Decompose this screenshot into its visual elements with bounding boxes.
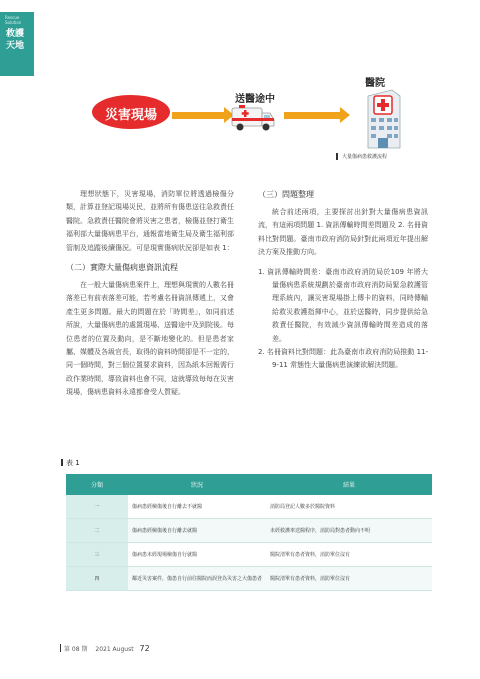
table-cell: 傷病患經檢傷後自行離去就醫 <box>128 519 266 543</box>
table-header: 結果 <box>266 474 432 495</box>
disaster-scene-bubble <box>92 95 170 129</box>
intro-paragraph: 統合前述兩項，主要探討出針對大量傷病患資訊流，有這兩項問題 1. 資訊傳輸時間差問題及 2. 名冊資料比對問題。臺南市政府消防局針對此兩項近年提出解決方案及推動方向。 <box>258 208 428 257</box>
table-header: 分類 <box>66 474 128 495</box>
table-row <box>66 519 432 543</box>
list-item: 2. 名冊資料比對問題：此為臺南市政府消防局推動 11-9-11 常態性大量傷病患演練欲解決問題。 <box>258 348 428 370</box>
intro-paragraph: 理想狀態下，災害現場，消防單位將透過檢傷分類，計算並登記現場災民，並將所有傷患送往急救責任醫院。急救責任醫院會將災害之患者，檢傷並登打衛生福利部大量傷病患平台，通報當地衛生局及衛生福利部管制及追蹤後續傷況。可是現實傷病狀況卻是如表 1： <box>66 190 234 252</box>
table-cell: 醫院清單有患者資料，消防單位沒有 <box>266 543 432 567</box>
table-cell: 傷病患未經現場檢傷自行就醫 <box>128 543 266 567</box>
table-cell: 三 <box>66 543 128 567</box>
table-cell: 消防局登記人數多於醫院資料 <box>266 495 432 519</box>
issue-number: 第 08 期 <box>64 646 88 653</box>
arrow-icon <box>284 112 340 119</box>
body-paragraph: 在一般大量傷病患案件上，理想與現實的人數名冊落差已有前表落差可能，若考慮名冊資訊傳遞上，又會產生更多問題。最大的問題在於「時間差」，如同前述所說，大量傷病患的處置現場、送醫途中及到院後。每位患者的位置及動向，是不斷地變化的。但是患者家屬、媒體及各級官長，取得的資料時間卻是不一定的，同一個時間，對三個位置要求資料，因為紙本回報需行政作業時間，導致資料也會不同，這就導致每每在災害現場，傷病患資料永遠都會受人質疑。 <box>66 281 234 397</box>
table-cell: 醫院清單有患者資料，消防單位沒有 <box>266 567 432 591</box>
right-column <box>258 188 428 373</box>
table-title: 表 1 <box>66 459 80 467</box>
table-header: 狀況 <box>128 474 266 495</box>
table-header-row <box>66 474 432 495</box>
issue-list <box>258 266 428 373</box>
list-item: 1. 資訊傳輸時間差：臺南市政府消防局於109 年將大量傷病患系統規劃於臺南市政府消防局緊急救護管理系統內，讓災害現場掛上傳卡的資料，同時傳輸給救災救護指揮中心，並於送醫時，同步提供給急救責任醫院，有效減少資訊傳輸時間差造成的落差。 <box>258 267 428 343</box>
arrow-icon <box>172 112 224 119</box>
page-number: 72 <box>139 644 150 653</box>
section-tab <box>0 12 34 76</box>
table-row <box>66 495 432 519</box>
section-heading: （二）實際大量傷病患資訊流程 <box>66 263 178 273</box>
issue-date: 2021 August <box>95 646 134 653</box>
table-cell: 鄰近災害案件，傷患自行前往醫院而誤登為災害之大傷患者 <box>128 567 266 591</box>
table-row <box>66 543 432 567</box>
table-cell: 四 <box>66 567 128 591</box>
ambulance-icon <box>231 105 275 131</box>
section-heading: （三）問題整理 <box>258 190 314 199</box>
disaster-scene-label: 災害現場 <box>104 108 157 123</box>
section-tab-en: Rescue Solution <box>5 15 22 25</box>
hospital-label: 醫院 <box>365 78 385 89</box>
data-table <box>66 474 432 591</box>
section-tab-zh <box>6 28 24 52</box>
page-footer <box>64 644 150 653</box>
table-cell: 一 <box>66 495 128 519</box>
section-tab-zh-1: 救護 <box>6 29 25 39</box>
table-cell: 二 <box>66 519 128 543</box>
table-cell: 未經救護車送醫程序，消防局對患者動向不明 <box>266 519 432 543</box>
transport-label: 送醫途中 <box>235 94 275 105</box>
section-tab-zh-2: 天地 <box>6 41 25 51</box>
table-cell: 傷病患經檢傷後自行離去不就醫 <box>128 495 266 519</box>
figure-caption: 大量傷病患救護流程 <box>342 154 388 160</box>
left-column <box>66 188 234 400</box>
hospital-icon <box>362 88 402 152</box>
table-row <box>66 567 432 591</box>
